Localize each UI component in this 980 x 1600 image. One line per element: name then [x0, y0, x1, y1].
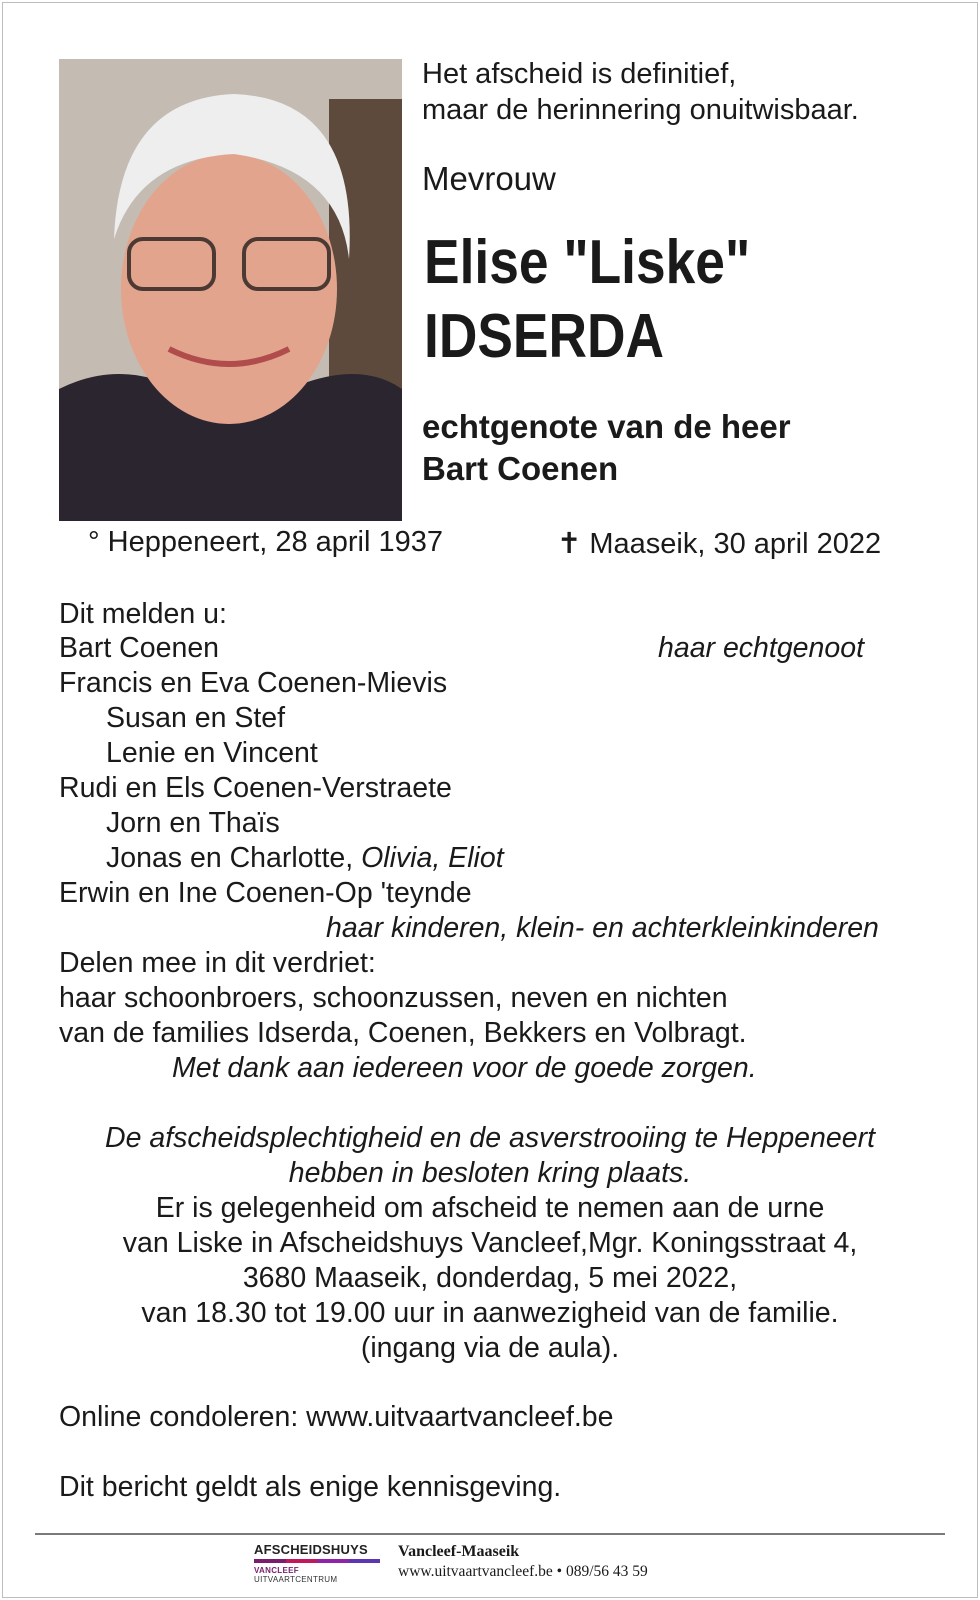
quote-line-1: Het afscheid is definitief,	[422, 58, 737, 90]
portrait-photo	[59, 59, 402, 521]
family-line: Francis en Eva Coenen-Mievis	[59, 667, 448, 699]
online-condolence: Online condoleren: www.uitvaartvancleef.be	[59, 1401, 614, 1433]
funeral-home-name: Vancleef-Maaseik	[398, 1543, 520, 1560]
logo-subtitle-left: VANCLEEF	[254, 1566, 299, 1575]
deceased-name-line-1: Elise "Liske"	[424, 228, 751, 297]
death-date: ✝ Maaseik, 30 april 2022	[557, 528, 882, 560]
logo-wordmark: AFSCHEIDSHUYS	[254, 1542, 368, 1557]
funeral-home-contact: www.uitvaartvancleef.be • 089/56 43 59	[398, 1563, 648, 1580]
footer-divider	[35, 1533, 945, 1535]
deceased-surname: IDSERDA	[424, 302, 664, 371]
family-line: Lenie en Vincent	[106, 737, 318, 769]
notice-statement: Dit bericht geldt als enige kennisgeving.	[59, 1471, 562, 1503]
ceremony-line: Er is gelegenheid om afscheid te nemen aan de urne	[155, 1192, 825, 1224]
quote-line-2: maar de herinnering onuitwisbaar.	[422, 94, 859, 126]
announcement-intro: Dit melden u:	[59, 598, 227, 630]
spouse-line-1: echtgenote van de heer	[422, 408, 791, 445]
share-intro: Delen mee in dit verdriet:	[59, 947, 376, 979]
ceremony-line: De afscheidsplechtigheid en de asverstrooiing te Heppeneert	[105, 1122, 875, 1154]
ceremony-line: 3680 Maaseik, donderdag, 5 mei 2022,	[242, 1262, 738, 1294]
honorific: Mevrouw	[422, 160, 556, 197]
logo-color-bar	[254, 1559, 380, 1563]
funeral-home-logo	[254, 1542, 380, 1584]
share-line: haar schoonbroers, schoonzussen, neven en nichten	[59, 982, 728, 1014]
family-line: Rudi en Els Coenen-Verstraete	[59, 772, 452, 804]
family-line: Erwin en Ine Coenen-Op 'teynde	[59, 877, 472, 909]
family-line: Susan en Stef	[106, 702, 286, 734]
husband-role: haar echtgenoot	[658, 632, 864, 664]
memorial-quote	[422, 56, 859, 128]
great-grandchildren: Olivia, Eliot	[361, 842, 504, 874]
birth-date: ° Heppeneert, 28 april 1937	[88, 526, 444, 558]
ceremony-line: hebben in besloten kring plaats.	[288, 1157, 692, 1189]
spouse-relation	[422, 406, 791, 490]
logo-subtitle-right: UITVAARTCENTRUM	[254, 1575, 338, 1584]
ceremony-line: (ingang via de aula).	[360, 1332, 620, 1364]
thanks-note: Met dank aan iedereen voor de goede zorgen.	[172, 1052, 757, 1084]
family-line	[106, 842, 504, 875]
ceremony-line: van Liske in Afscheidshuys Vancleef,Mgr. Koningsstraat 4,	[122, 1227, 858, 1259]
deceased-name	[424, 226, 750, 374]
family-line: Jorn en Thaïs	[106, 807, 280, 839]
spouse-name: Bart Coenen	[422, 450, 619, 487]
husband-name: Bart Coenen	[59, 632, 220, 664]
family-line-names: Jonas en Charlotte,	[106, 842, 362, 874]
share-line: van de families Idserda, Coenen, Bekkers en Volbragt.	[59, 1017, 747, 1049]
logo-subtitle	[254, 1566, 380, 1584]
family-role: haar kinderen, klein- en achterkleinkinderen	[326, 912, 879, 944]
ceremony-line: van 18.30 tot 19.00 uur in aanwezigheid van de familie.	[141, 1297, 839, 1329]
